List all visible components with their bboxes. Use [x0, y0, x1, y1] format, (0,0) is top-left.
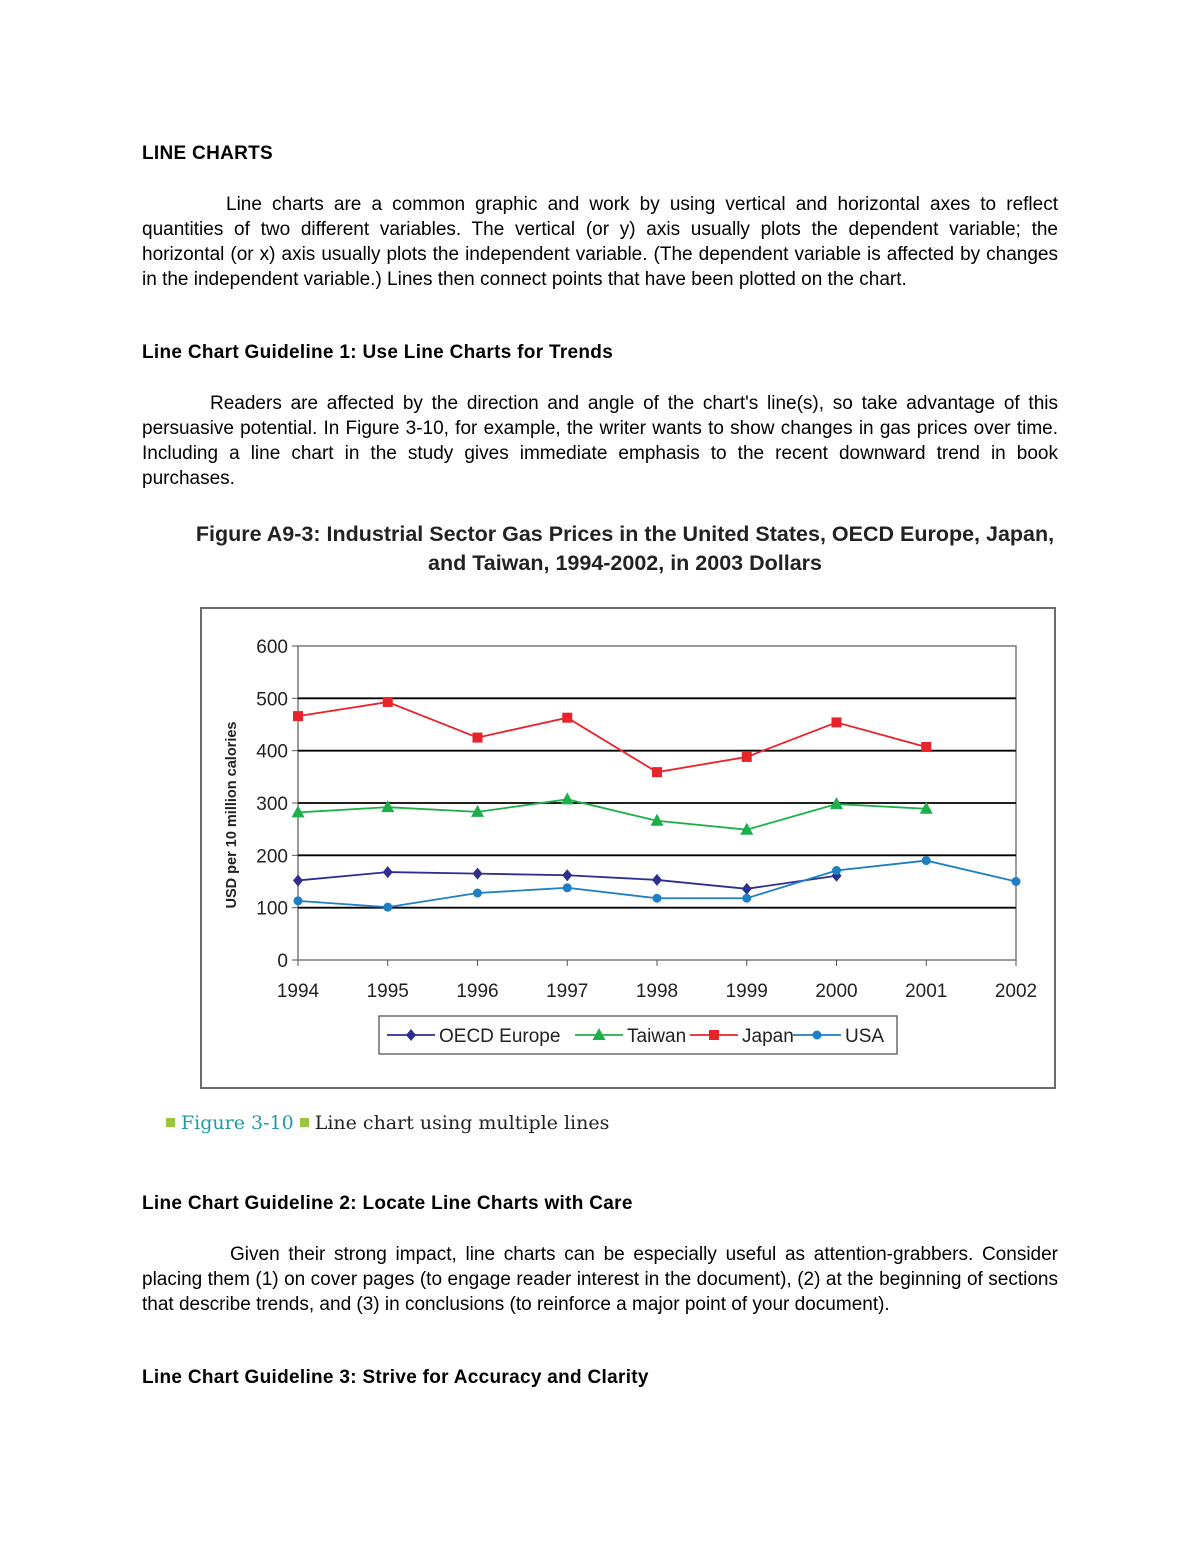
- data-point-oecd-europe: [652, 874, 662, 886]
- figure-title: [120, 520, 1130, 578]
- data-point-usa: [383, 903, 392, 912]
- data-point-japan: [293, 711, 303, 721]
- series-line-japan: [298, 702, 926, 772]
- heading-line-charts: LINE CHARTS: [142, 143, 274, 164]
- data-point-oecd-europe: [383, 866, 393, 878]
- data-point-japan: [832, 717, 842, 727]
- legend-label-japan: Japan: [742, 1026, 794, 1047]
- guideline-1-paragraph: Readers are affected by the direction and angle of the chart's line(s), so take advantage of this persuasive potential. In Figure 3-10, for example, the writer wants to show changes in gas prices over time. Including a line chart in the study gives immediate emphasis to the recent downward trend in book purchases.: [142, 393, 1058, 489]
- x-tick-label: 1999: [725, 981, 768, 1002]
- data-point-usa: [653, 894, 662, 903]
- legend-label-taiwan: Taiwan: [627, 1026, 687, 1047]
- y-tick-label: 600: [256, 637, 288, 658]
- data-point-oecd-europe: [742, 883, 752, 895]
- x-tick-label: 2001: [905, 981, 948, 1002]
- y-tick-label: 0: [277, 951, 288, 972]
- caption-bullet-icon: [166, 1118, 175, 1127]
- legend-marker-japan: [709, 1030, 719, 1040]
- data-point-japan: [383, 697, 393, 707]
- data-point-taiwan: [561, 792, 574, 804]
- data-point-japan: [473, 733, 483, 743]
- line-chart-frame: [200, 607, 1056, 1089]
- x-tick-label: 2002: [994, 981, 1038, 1002]
- data-point-usa: [742, 894, 751, 903]
- guideline-1-heading: Line Chart Guideline 1: Use Line Charts for Trends: [142, 342, 614, 363]
- y-tick-label: 400: [256, 741, 288, 763]
- data-point-oecd-europe: [293, 874, 303, 886]
- x-tick-label: 1994: [276, 981, 320, 1002]
- y-tick-label: 100: [256, 898, 288, 920]
- figure-caption: [166, 1112, 609, 1134]
- caption-bullet-icon: [300, 1118, 309, 1127]
- data-point-japan: [742, 752, 752, 762]
- guideline-2-heading: Line Chart Guideline 2: Locate Line Charts with Care: [142, 1193, 633, 1214]
- data-point-japan: [652, 767, 662, 777]
- figure-title-line-2: and Taiwan, 1994-2002, in 2003 Dollars: [428, 551, 822, 575]
- data-point-usa: [922, 856, 931, 865]
- legend-label-oecd-europe: OECD Europe: [439, 1026, 561, 1047]
- x-tick-label: 1995: [366, 981, 409, 1002]
- x-tick-label: 1997: [546, 981, 589, 1002]
- y-tick-label: 300: [256, 794, 288, 815]
- caption-figure-number: Figure 3-10: [181, 1112, 294, 1134]
- x-tick-label: 1998: [635, 981, 679, 1002]
- x-tick-label: 2000: [815, 981, 858, 1002]
- line-chart: [202, 609, 1054, 1087]
- caption-text: Line chart using multiple lines: [314, 1112, 610, 1134]
- y-tick-label: 500: [256, 689, 288, 711]
- guideline-2-paragraph: Given their strong impact, line charts can be especially useful as attention-grabbers. Consider placing them (1) on cover pages (to engage reader interest in the document), (2) at the beginning of sections that describe trends, and (3) in conclusions (to reinforce a major point of your document).: [142, 1244, 1058, 1315]
- data-point-usa: [1012, 877, 1021, 886]
- intro-paragraph: Line charts are a common graphic and work by using vertical and horizontal axes to reflect quantities of two different variables. The vertical (or y) axis usually plots the dependent variable; the horizontal (or x) axis usually plots the independent variable. (The dependent variable is affected by changes in the independent variable.) Lines then connect points that have been plotted on the chart.: [142, 194, 1058, 290]
- figure-title-line-1: Figure A9-3: Industrial Sector Gas Prices in the United States, OECD Europe, Japan,: [195, 522, 1055, 546]
- data-point-usa: [832, 866, 841, 875]
- y-tick-label: 200: [256, 846, 288, 868]
- data-point-usa: [563, 883, 572, 892]
- data-point-taiwan: [381, 800, 394, 812]
- legend-label-usa: USA: [845, 1026, 885, 1047]
- data-point-usa: [294, 896, 303, 905]
- data-point-oecd-europe: [473, 868, 483, 880]
- guideline-3-heading: Line Chart Guideline 3: Strive for Accuracy and Clarity: [142, 1367, 649, 1388]
- data-point-usa: [473, 889, 482, 898]
- data-point-japan: [562, 713, 572, 723]
- data-point-oecd-europe: [562, 869, 572, 881]
- x-tick-label: 1996: [456, 981, 499, 1002]
- data-point-japan: [921, 742, 931, 752]
- y-axis-label: USD per 10 million calories: [224, 721, 240, 909]
- legend-marker-usa: [813, 1031, 822, 1040]
